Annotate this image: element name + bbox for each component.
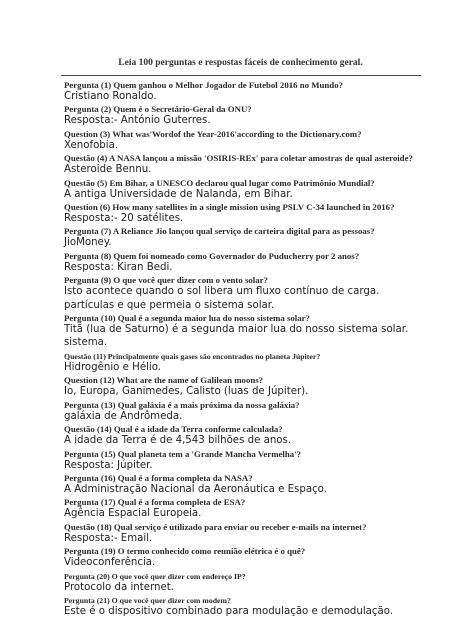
question-text: Pergunta (10) Qual é a segunda maior lua do nosso sistema solar? [64,313,310,324]
question-text: Pergunta (20) O que você quer dizer com endereço IP? [64,571,246,581]
answer-text: Este é o dispositivo combinado para modulação e demodulação. [64,605,394,617]
question-text: Pergunta (19) O termo conhecido como reunião elétrica é o quê? [64,546,306,557]
answer-text: Resposta: Kiran Bedi. [64,261,173,273]
qa-item [64,313,417,350]
qa-item [64,546,417,569]
question-text: Pergunta (9) O que você quer dizer com o vento solar? [64,275,268,286]
answer-text: Resposta:- Email. [64,532,153,544]
question-text: Questão (11) Principalmente quais gases são encontrados no planeta Júpiter? [64,351,321,361]
question-text: Pergunta (7) A Reliance Jio lançou qual serviço de carteira digital para as pessoas? [64,226,375,237]
question-text: Pergunta (16) Qual é a forma completa da NASA? [64,472,253,483]
question-text: Questão (14) Qual é a idade da Terra conforme calculada? [64,424,283,435]
qa-item [64,351,417,374]
qa-item [64,424,417,447]
title-divider [61,75,421,76]
question-text: Question (6) How many satellites in a single mission using PSLV C-34 launched in 2016? [64,202,395,213]
answer-text: JioMoney. [64,237,112,249]
answer-text: A Administração Nacional da Aeronáutica e Espaço. [64,483,327,495]
question-text: Pergunta (21) O que você quer dizer com modem? [64,595,231,605]
answer-text: Protocolo da internet. [64,581,174,593]
qa-item [64,449,417,472]
qa-item [64,104,417,127]
qa-item [64,400,417,423]
qa-list [64,80,417,618]
qa-item [64,497,417,520]
answer-text: Resposta:- 20 satélites. [64,213,184,225]
qa-item [64,226,417,249]
answer-text: Hidrogênio e Hélio. [64,361,162,373]
qa-item [64,571,417,594]
answer-text: A idade da Terra é de 4,543 bilhões de anos. [64,435,292,447]
question-text: Pergunta (2) Quem é o Secretário-Geral da ONU? [64,104,252,115]
qa-item [64,202,417,225]
qa-item [64,129,417,152]
answer-text: Videoconferência. [64,557,156,569]
document-title: Leia 100 perguntas e respostas fáceis de conhecimento geral. [118,58,363,68]
qa-item [64,275,417,312]
qa-item [64,153,417,176]
answer-text: Resposta: Júpiter. [64,459,153,471]
question-text: Pergunta (8) Quem foi nomeado como Governador do Puducherry por 2 anos? [64,250,360,261]
answer-text: galáxia de Andrômeda. [64,410,183,422]
qa-item [64,473,417,496]
question-text: Questão (4) A NASA lançou a missão 'OSIRIS-REx' para coletar amostras de qual asteroide? [64,153,413,164]
qa-item [64,251,417,274]
qa-item [64,595,417,618]
answer-text: Io, Europa, Ganimedes, Calisto (luas de Júpiter). [64,386,309,398]
answer-text: partículas e que permeia o sistema solar. [64,299,275,311]
answer-text: Cristiano Ronaldo. [64,91,157,102]
answer-text: Xenofobia. [64,139,119,151]
qa-item [64,522,417,545]
answer-text: sistema. [64,337,108,349]
answer-text: A antiga Universidade de Nalanda, em Bihar. [64,188,293,200]
qa-item [64,375,417,398]
question-text: Questão (18) Qual serviço é utilizado para enviar ou receber e-mails na internet? [64,521,367,532]
question-text: Pergunta (1) Quem ganhou o Melhor Jogador de Futebol 2016 no Mundo? [64,80,343,90]
qa-item [64,80,417,103]
question-text: Question (12) What are the name of Galilean moons? [64,375,264,386]
answer-text: Resposta:- António Guterres. [64,115,211,127]
qa-item [64,178,417,201]
answer-text: Titã (lua de Saturno) é a segunda maior lua do nosso sistema solar. [64,324,409,336]
answer-text: Agência Espacial Europeia. [64,508,202,520]
question-text: Pergunta (15) Qual planeta tem a 'Grande Mancha Vermelha'? [64,448,302,459]
question-text: Question (3) What was'Wordof the Year-2016'according to the Dictionary.com? [64,128,362,139]
question-text: Pergunta (13) Qual galáxia é a mais próxima da nossa galáxia? [64,399,300,410]
answer-text: Asteroide Bennu. [64,164,152,176]
answer-text: Isto acontece quando o sol libera um fluxo contínuo de carga. [64,286,380,298]
question-text: Questão (5) Em Bihar, a UNESCO declarou qual lugar como Patrimônio Mundial? [64,177,375,188]
question-text: Pergunta (17) Qual é a forma completa de ESA? [64,497,246,508]
